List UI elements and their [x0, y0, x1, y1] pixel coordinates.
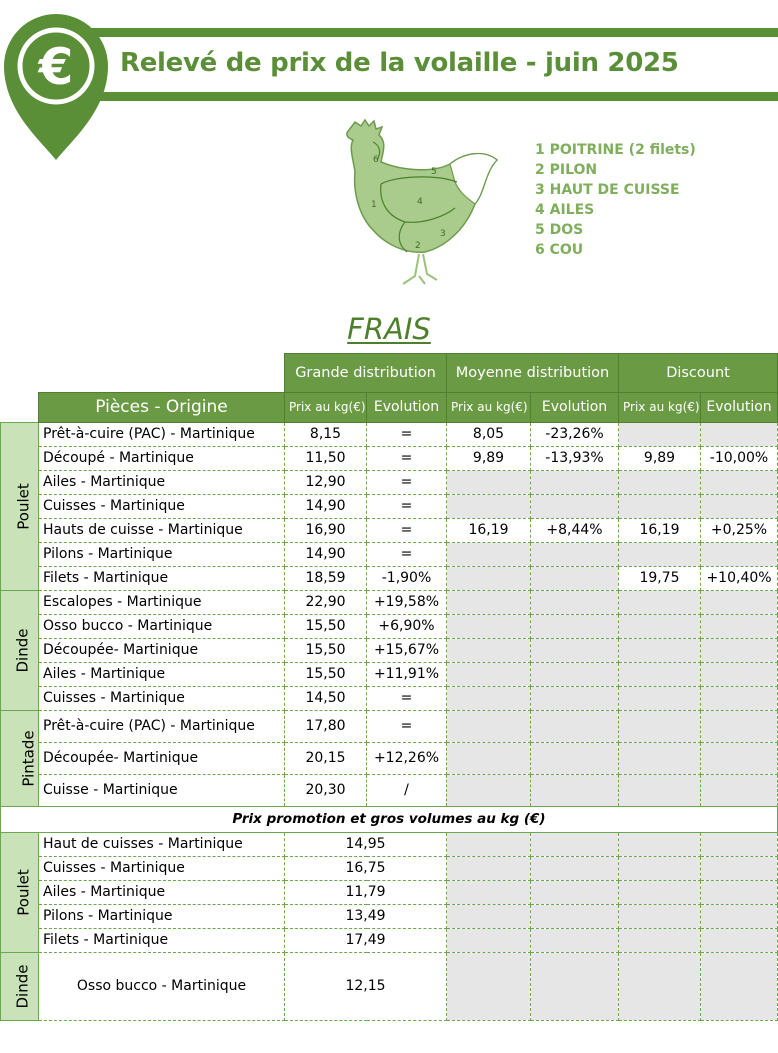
svg-text:4: 4 — [417, 197, 423, 207]
price-cell: 11,79 — [285, 881, 447, 905]
evol-cell: = — [367, 471, 447, 495]
empty-cell — [531, 775, 619, 807]
svg-text:5: 5 — [431, 167, 437, 177]
category-poulet — [1, 833, 39, 953]
piece-cell: Cuisse - Martinique — [39, 775, 285, 807]
empty-cell — [619, 881, 701, 905]
empty-cell — [531, 615, 619, 639]
empty-cell — [447, 543, 531, 567]
price-cell: 12,15 — [285, 953, 447, 1021]
piece-cell: Escalopes - Martinique — [39, 591, 285, 615]
col-price: Prix au kg(€) — [285, 393, 367, 423]
empty-cell — [619, 929, 701, 953]
table-row — [1, 423, 778, 447]
empty-cell — [619, 423, 701, 447]
empty-cell — [531, 543, 619, 567]
empty-cell — [619, 833, 701, 857]
empty-cell — [447, 471, 531, 495]
evol-cell: +12,26% — [367, 743, 447, 775]
price-cell: 22,90 — [285, 591, 367, 615]
price-cell: 15,50 — [285, 663, 367, 687]
empty-cell — [447, 639, 531, 663]
empty-cell — [531, 495, 619, 519]
price-cell: 9,89 — [447, 447, 531, 471]
empty-cell — [531, 687, 619, 711]
evol-cell: -13,93% — [531, 447, 619, 471]
price-cell: 8,15 — [285, 423, 367, 447]
price-cell: 14,90 — [285, 495, 367, 519]
price-cell: 19,75 — [619, 567, 701, 591]
group-header-md: Moyenne distribution — [447, 354, 619, 393]
evol-cell: +15,67% — [367, 639, 447, 663]
empty-cell — [619, 495, 701, 519]
piece-cell: Prêt-à-cuire (PAC) - Martinique — [39, 423, 285, 447]
empty-cell — [447, 929, 531, 953]
table-row — [1, 639, 778, 663]
svg-text:1: 1 — [371, 200, 377, 210]
page-title: Relevé de prix de la volaille - juin 2025 — [120, 48, 679, 78]
evol-cell: +10,40% — [701, 567, 778, 591]
empty-cell — [701, 953, 778, 1021]
piece-cell: Ailes - Martinique — [39, 881, 285, 905]
col-price: Prix au kg(€) — [447, 393, 531, 423]
empty-cell — [701, 743, 778, 775]
table-row — [1, 663, 778, 687]
empty-cell — [619, 775, 701, 807]
table-row — [1, 833, 778, 857]
piece-cell: Haut de cuisses - Martinique — [39, 833, 285, 857]
evol-cell: +11,91% — [367, 663, 447, 687]
piece-cell: Ailes - Martinique — [39, 663, 285, 687]
bottom-bar — [70, 92, 778, 101]
empty-cell — [619, 953, 701, 1021]
legend-item: 5 DOS — [535, 222, 584, 238]
empty-cell — [701, 929, 778, 953]
table-row — [1, 519, 778, 543]
table-row — [1, 687, 778, 711]
empty-cell — [447, 857, 531, 881]
legend-item: 4 AILES — [535, 202, 595, 218]
pieces-header: Pièces - Origine — [39, 393, 285, 423]
piece-cell: Cuisses - Martinique — [39, 495, 285, 519]
svg-text:€: € — [38, 38, 74, 96]
empty-cell — [701, 687, 778, 711]
price-cell: 16,19 — [447, 519, 531, 543]
empty-cell — [531, 743, 619, 775]
empty-cell — [701, 833, 778, 857]
empty-cell — [447, 687, 531, 711]
evol-cell: +8,44% — [531, 519, 619, 543]
table-row — [1, 447, 778, 471]
col-evol: Evolution — [367, 393, 447, 423]
svg-text:3: 3 — [440, 229, 446, 239]
table-row — [1, 591, 778, 615]
table-row — [1, 615, 778, 639]
empty-cell — [701, 663, 778, 687]
evol-cell: = — [367, 711, 447, 743]
price-cell: 13,49 — [285, 905, 447, 929]
table-row — [1, 471, 778, 495]
group-header-gd: Grande distribution — [285, 354, 447, 393]
evol-cell: +0,25% — [701, 519, 778, 543]
svg-text:6: 6 — [373, 155, 379, 165]
price-cell: 11,50 — [285, 447, 367, 471]
evol-cell: -23,26% — [531, 423, 619, 447]
empty-cell — [531, 833, 619, 857]
empty-cell — [447, 615, 531, 639]
evol-cell: = — [367, 687, 447, 711]
promo-title: Prix promotion et gros volumes au kg (€) — [1, 807, 778, 833]
table-row — [1, 857, 778, 881]
legend-item: 3 HAUT DE CUISSE — [535, 182, 680, 198]
col-evol: Evolution — [701, 393, 778, 423]
empty-cell — [701, 543, 778, 567]
piece-cell: Prêt-à-cuire (PAC) - Martinique — [39, 711, 285, 743]
blank-cell — [1, 393, 39, 423]
col-price: Prix au kg(€) — [619, 393, 701, 423]
legend-item: 2 PILON — [535, 162, 598, 178]
euro-pin-icon — [4, 14, 108, 160]
empty-cell — [447, 567, 531, 591]
category-dinde — [1, 953, 39, 1021]
category-dinde — [1, 591, 39, 711]
empty-cell — [701, 905, 778, 929]
empty-cell — [531, 711, 619, 743]
price-table — [0, 353, 778, 1021]
empty-cell — [619, 857, 701, 881]
piece-cell: Osso bucco - Martinique — [39, 615, 285, 639]
evol-cell: -1,90% — [367, 567, 447, 591]
svg-text:2: 2 — [415, 241, 421, 251]
empty-cell — [701, 881, 778, 905]
table-row — [1, 567, 778, 591]
table-row — [1, 905, 778, 929]
category-poulet — [1, 423, 39, 591]
piece-cell: Filets - Martinique — [39, 929, 285, 953]
piece-cell: Osso bucco - Martinique — [39, 953, 285, 1021]
piece-cell: Découpé - Martinique — [39, 447, 285, 471]
piece-cell: Découpée- Martinique — [39, 639, 285, 663]
table-row — [1, 929, 778, 953]
legend-item: 1 POITRINE (2 filets) — [535, 142, 696, 158]
price-cell: 16,75 — [285, 857, 447, 881]
table-row — [1, 711, 778, 743]
price-cell: 8,05 — [447, 423, 531, 447]
empty-cell — [447, 775, 531, 807]
empty-cell — [619, 543, 701, 567]
empty-cell — [447, 953, 531, 1021]
empty-cell — [447, 591, 531, 615]
price-cell: 15,50 — [285, 615, 367, 639]
empty-cell — [619, 639, 701, 663]
empty-cell — [531, 471, 619, 495]
category-pintade — [1, 711, 39, 807]
category-label: Poulet — [14, 482, 33, 530]
evol-cell: = — [367, 543, 447, 567]
empty-cell — [447, 663, 531, 687]
evol-cell: / — [367, 775, 447, 807]
price-cell: 20,30 — [285, 775, 367, 807]
empty-cell — [619, 615, 701, 639]
table-row — [1, 775, 778, 807]
piece-cell: Hauts de cuisse - Martinique — [39, 519, 285, 543]
table-row — [1, 495, 778, 519]
empty-cell — [447, 881, 531, 905]
price-cell: 15,50 — [285, 639, 367, 663]
empty-cell — [531, 639, 619, 663]
category-label: Dinde — [13, 964, 32, 1008]
evol-cell: = — [367, 423, 447, 447]
piece-cell: Ailes - Martinique — [39, 471, 285, 495]
evol-cell: -10,00% — [701, 447, 778, 471]
evol-cell: = — [367, 495, 447, 519]
group-header-discount: Discount — [619, 354, 778, 393]
empty-cell — [701, 423, 778, 447]
empty-cell — [619, 687, 701, 711]
legend-item: 6 COU — [535, 242, 584, 258]
price-cell: 14,90 — [285, 543, 367, 567]
empty-cell — [701, 711, 778, 743]
category-label: Dinde — [13, 628, 32, 672]
price-cell: 12,90 — [285, 471, 367, 495]
empty-cell — [447, 495, 531, 519]
price-cell: 20,15 — [285, 743, 367, 775]
piece-cell: Pilons - Martinique — [39, 905, 285, 929]
empty-cell — [447, 743, 531, 775]
empty-cell — [531, 905, 619, 929]
table-row — [1, 881, 778, 905]
price-cell: 17,80 — [285, 711, 367, 743]
evol-cell: = — [367, 447, 447, 471]
empty-cell — [447, 833, 531, 857]
category-label: Pintade — [19, 729, 38, 787]
empty-cell — [447, 905, 531, 929]
empty-cell — [619, 711, 701, 743]
price-cell: 18,59 — [285, 567, 367, 591]
empty-cell — [531, 663, 619, 687]
empty-cell — [701, 495, 778, 519]
empty-cell — [701, 591, 778, 615]
empty-cell — [619, 905, 701, 929]
empty-cell — [447, 711, 531, 743]
price-cell: 17,49 — [285, 929, 447, 953]
top-bar — [70, 28, 778, 37]
empty-cell — [701, 471, 778, 495]
category-label: Poulet — [14, 868, 33, 916]
table-row — [1, 543, 778, 567]
empty-cell — [619, 471, 701, 495]
piece-cell: Pilons - Martinique — [39, 543, 285, 567]
empty-cell — [701, 857, 778, 881]
piece-cell: Filets - Martinique — [39, 567, 285, 591]
price-cell: 14,95 — [285, 833, 447, 857]
piece-cell: Découpée- Martinique — [39, 743, 285, 775]
price-cell: 16,90 — [285, 519, 367, 543]
chicken-cuts-diagram — [335, 112, 505, 302]
section-title: FRAIS — [347, 312, 431, 346]
empty-cell — [531, 591, 619, 615]
empty-cell — [531, 567, 619, 591]
empty-cell — [701, 639, 778, 663]
empty-cell — [531, 857, 619, 881]
empty-cell — [619, 591, 701, 615]
promo-header-row — [1, 807, 778, 833]
blank-corner — [1, 354, 285, 393]
empty-cell — [619, 663, 701, 687]
piece-cell: Cuisses - Martinique — [39, 857, 285, 881]
cuts-legend — [535, 140, 696, 260]
evol-cell: = — [367, 519, 447, 543]
price-cell: 9,89 — [619, 447, 701, 471]
empty-cell — [701, 615, 778, 639]
col-evol: Evolution — [531, 393, 619, 423]
piece-cell: Cuisses - Martinique — [39, 687, 285, 711]
evol-cell: +6,90% — [367, 615, 447, 639]
table-row — [1, 953, 778, 1021]
evol-cell: +19,58% — [367, 591, 447, 615]
empty-cell — [531, 929, 619, 953]
empty-cell — [619, 743, 701, 775]
price-cell: 16,19 — [619, 519, 701, 543]
price-cell: 14,50 — [285, 687, 367, 711]
table-row — [1, 743, 778, 775]
empty-cell — [701, 775, 778, 807]
empty-cell — [531, 953, 619, 1021]
empty-cell — [531, 881, 619, 905]
